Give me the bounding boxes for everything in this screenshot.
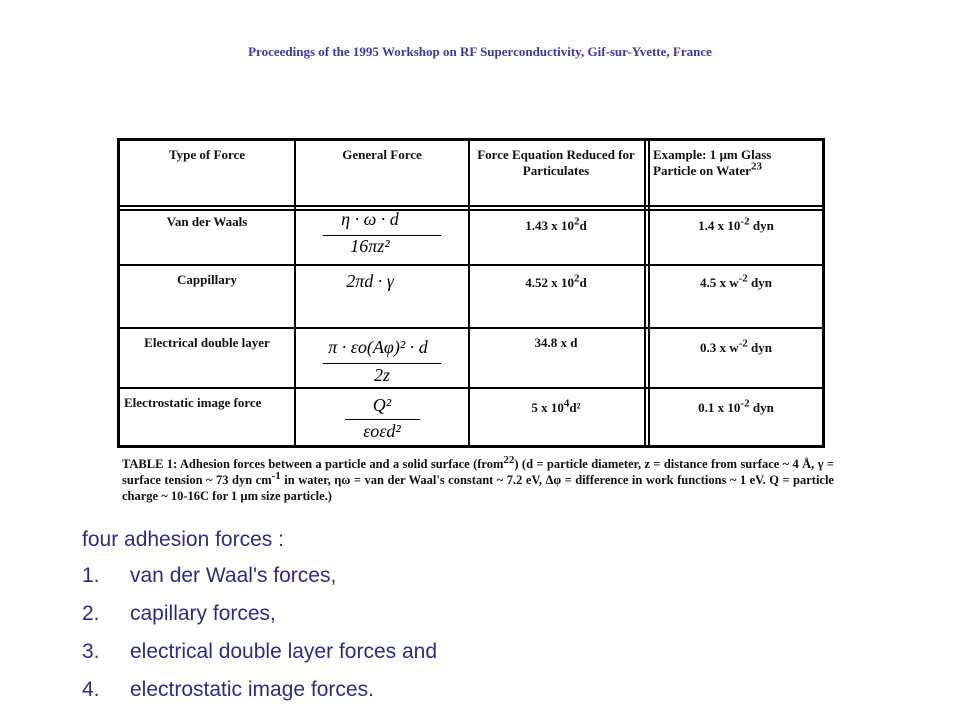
example-exp: -2 — [738, 272, 748, 285]
reduced-exp: 4 — [563, 397, 570, 410]
example-base: 0.1 x 10 — [698, 400, 741, 415]
caption-part2: ) (d = particle diameter, z = distance from surface ~ 4 Å, γ = surface tension ~ 73 dyn cm — [122, 457, 834, 487]
reduced-tail: d — [579, 218, 587, 233]
list-item — [82, 564, 437, 602]
row-divider — [120, 387, 822, 389]
example-exp: -2 — [740, 215, 750, 228]
example-exp: -2 — [740, 397, 750, 410]
example-tail: dyn — [749, 400, 774, 415]
header-example-ref: 23 — [750, 160, 762, 173]
formula-edl-denominator: 2z — [373, 365, 390, 385]
notes-list — [82, 528, 437, 716]
example-base: 1.4 x 10 — [698, 218, 741, 233]
formula-vdw-denominator: 16πz² — [350, 236, 390, 256]
reduced-base: 34.8 x d — [534, 335, 578, 350]
caption-exp: -1 — [271, 469, 281, 482]
col-divider — [468, 141, 470, 445]
formula-esi-denominator: εoεd² — [363, 421, 401, 441]
fraction-bar — [323, 363, 441, 364]
reduced-base: 5 x 10 — [531, 400, 564, 415]
col-divider — [294, 141, 296, 445]
list-number: 1. — [82, 564, 100, 587]
header-divider — [120, 205, 822, 207]
col-divider — [644, 141, 646, 445]
row-reduced-esi — [472, 397, 640, 416]
list-number: 2. — [82, 602, 100, 625]
row-type-esi: Electrostatic image force — [124, 395, 262, 410]
list-number: 4. — [82, 678, 100, 701]
fraction-bar — [345, 419, 420, 420]
example-exp: -2 — [738, 337, 748, 350]
notes-intro: four adhesion forces : — [82, 528, 284, 551]
list-item — [82, 678, 437, 716]
list-text: capillary forces, — [130, 602, 276, 625]
formula-vdw-numerator: η · ω · d — [341, 209, 399, 229]
example-base: 0.3 x w — [699, 340, 739, 355]
list-text: van der Waal's forces, — [130, 564, 337, 587]
header-type: Type of Force — [168, 147, 246, 162]
page-header: Proceedings of the 1995 Workshop on RF Superconductivity, Gif-sur-Yvette, France — [248, 44, 712, 59]
row-reduced-edl — [472, 335, 640, 351]
row-example-cap — [650, 272, 822, 291]
header-general: General Force — [342, 147, 422, 162]
example-tail: dyn — [747, 340, 773, 355]
reduced-tail: d — [579, 275, 587, 290]
row-reduced-vdw — [472, 215, 640, 234]
example-tail: dyn — [747, 275, 773, 290]
formula-esi-numerator: Q² — [372, 395, 392, 415]
list-text: electrostatic image forces. — [130, 678, 374, 701]
row-type-vdw: Van der Waals — [166, 214, 248, 229]
example-tail: dyn — [749, 218, 774, 233]
row-divider — [120, 264, 822, 266]
adhesion-forces-table — [117, 138, 825, 448]
caption-part3: in water, ηω = van der Waal's constant ~ 7.2 eV, Δφ = difference in work functions ~ 1 eV. Q = particle charge ~ 10-16C for 1 µm size particle.) — [122, 473, 834, 503]
header-example — [653, 147, 803, 179]
formula-capillary: 2πd · γ — [346, 271, 394, 291]
reduced-exp: 2 — [574, 215, 580, 228]
reduced-tail: d² — [569, 400, 581, 415]
row-type-cap: Cappillary — [177, 272, 237, 287]
list-item — [82, 640, 437, 678]
row-divider — [120, 327, 822, 329]
formula-edl-numerator: π · εo(Aφ)² · d — [328, 337, 428, 357]
header-example-text: Example: 1 µm Glass Particle on Water — [653, 147, 772, 178]
row-example-esi — [650, 397, 822, 416]
reduced-base: 4.52 x 10 — [525, 275, 574, 290]
row-type-edl: Electrical double layer — [144, 335, 270, 350]
list-text: electrical double layer forces and — [130, 640, 438, 663]
header-divider-2 — [120, 209, 822, 211]
example-base: 4.5 x w — [699, 275, 739, 290]
list-number: 3. — [82, 640, 100, 663]
header-reduced: Force Equation Reduced for Particulates — [477, 147, 635, 178]
table-caption — [122, 453, 834, 504]
reduced-exp: 2 — [574, 272, 580, 285]
reduced-base: 1.43 x 10 — [525, 218, 574, 233]
caption-part1: TABLE 1: Adhesion forces between a particle and a solid surface (from — [122, 457, 504, 471]
list-item — [82, 602, 437, 640]
row-example-edl — [650, 337, 822, 356]
row-example-vdw — [650, 215, 822, 234]
row-reduced-cap — [472, 272, 640, 291]
caption-ref: 22 — [503, 453, 515, 466]
